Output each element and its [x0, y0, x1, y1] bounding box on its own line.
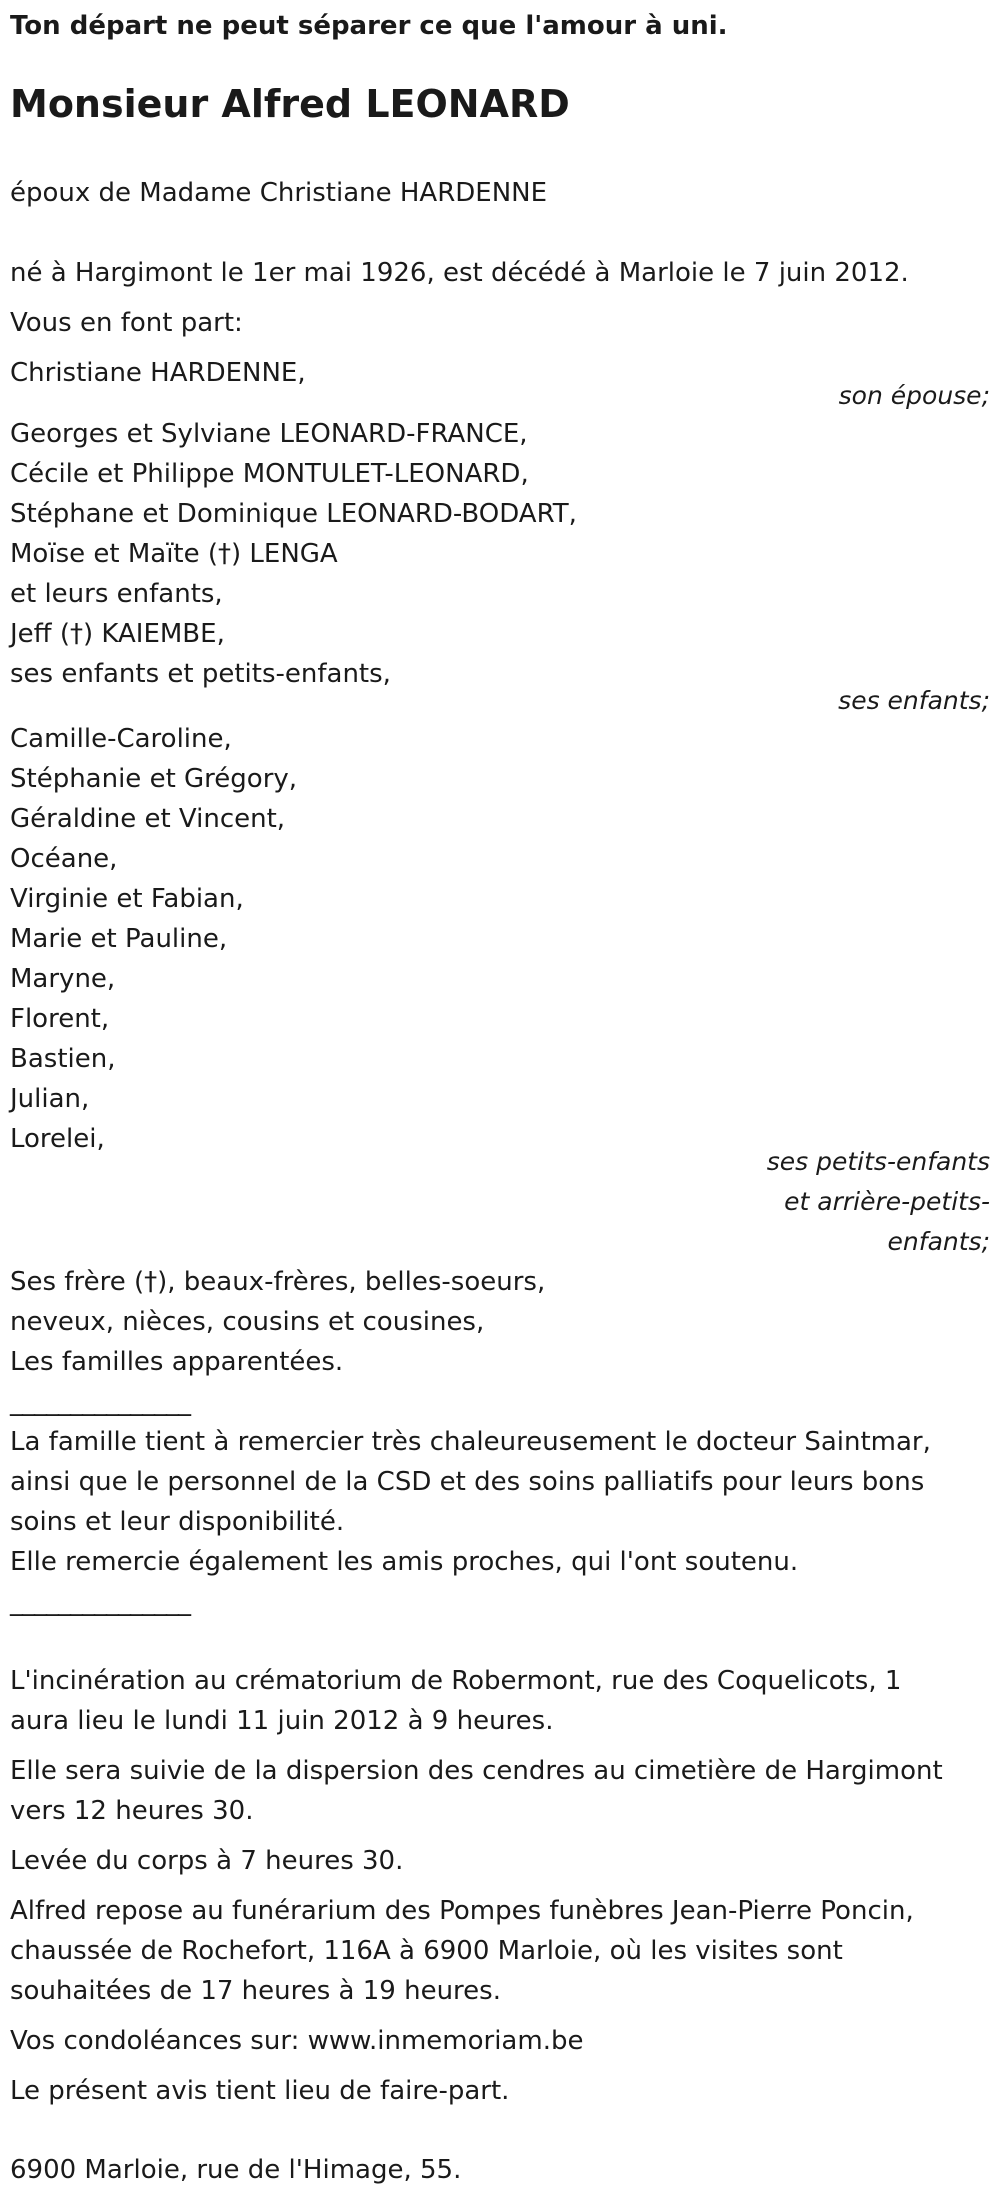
- list-item: et leurs enfants,: [10, 579, 223, 609]
- levee-line: Levée du corps à 7 heures 30.: [10, 1846, 404, 1876]
- list-item: Julian,: [10, 1084, 90, 1114]
- thanks-line: soins et leur disponibilité.: [10, 1507, 345, 1537]
- grandchildren-role-3: enfants;: [887, 1227, 990, 1256]
- list-item: Ses frère (†), beaux-frères, belles-soeurs,: [10, 1267, 546, 1297]
- incineration-paragraph: [10, 1661, 901, 1741]
- list-item: Stéphane et Dominique LEONARD-BODART,: [10, 499, 577, 529]
- list-item: Georges et Sylviane LEONARD-FRANCE,: [10, 419, 528, 449]
- motto: Ton départ ne peut séparer ce que l'amour à uni.: [10, 11, 728, 41]
- announce-line: Vous en font part:: [10, 308, 243, 338]
- children-role: ses enfants;: [838, 686, 990, 715]
- separator: _______________: [10, 1387, 190, 1417]
- deceased-name: Monsieur Alfred LEONARD: [10, 82, 570, 126]
- spouse-role: son épouse;: [838, 381, 990, 410]
- separator: _______________: [10, 1587, 190, 1617]
- spouse-name: Christiane HARDENNE,: [10, 358, 306, 388]
- list-item: Bastien,: [10, 1044, 116, 1074]
- family-list: [10, 1262, 545, 1382]
- birth-death-line: né à Hargimont le 1er mai 1926, est décédé à Marloie le 7 juin 2012.: [10, 258, 909, 288]
- list-item: Stéphanie et Grégory,: [10, 764, 298, 794]
- list-item: Maryne,: [10, 964, 116, 994]
- dispersion-line: Elle sera suivie de la dispersion des cendres au cimetière de Hargimont: [10, 1756, 943, 1786]
- grandchildren-role-1: ses petits-enfants: [766, 1147, 990, 1176]
- list-item: Florent,: [10, 1004, 110, 1034]
- list-item: Océane,: [10, 844, 118, 874]
- spouse-line: époux de Madame Christiane HARDENNE: [10, 178, 548, 208]
- incineration-line: aura lieu le lundi 11 juin 2012 à 9 heures.: [10, 1706, 554, 1736]
- list-item: Camille-Caroline,: [10, 724, 232, 754]
- incineration-line: L'incinération au crématorium de Robermont, rue des Coquelicots, 1: [10, 1666, 902, 1696]
- list-item: Moïse et Maïte (†) LENGA: [10, 539, 338, 569]
- list-item: Virginie et Fabian,: [10, 884, 244, 914]
- list-item: Les familles apparentées.: [10, 1347, 344, 1377]
- funerarium-paragraph: [10, 1891, 914, 2011]
- funerarium-line: souhaitées de 17 heures à 19 heures.: [10, 1976, 501, 2006]
- list-item: Cécile et Philippe MONTULET-LEONARD,: [10, 459, 529, 489]
- thanks-line: Elle remercie également les amis proches, qui l'ont soutenu.: [10, 1547, 799, 1577]
- funerarium-line: chaussée de Rochefort, 116A à 6900 Marloie, où les visites sont: [10, 1936, 843, 1966]
- dispersion-line: vers 12 heures 30.: [10, 1796, 254, 1826]
- list-item: Lorelei,: [10, 1124, 105, 1154]
- list-item: Jeff (†) KAIEMBE,: [10, 619, 225, 649]
- list-item: Marie et Pauline,: [10, 924, 228, 954]
- children-list: [10, 414, 577, 694]
- funerarium-line: Alfred repose au funérarium des Pompes funèbres Jean-Pierre Poncin,: [10, 1896, 914, 1926]
- dispersion-paragraph: [10, 1751, 943, 1831]
- thanks-paragraph: [10, 1422, 931, 1582]
- address-line: 6900 Marloie, rue de l'Himage, 55.: [10, 2155, 462, 2185]
- list-item: neveux, nièces, cousins et cousines,: [10, 1307, 485, 1337]
- condoleances-line: Vos condoléances sur: www.inmemoriam.be: [10, 2026, 584, 2056]
- grandchildren-role-2: et arrière-petits-: [784, 1187, 990, 1216]
- thanks-line: La famille tient à remercier très chaleureusement le docteur Saintmar,: [10, 1427, 931, 1457]
- list-item: ses enfants et petits-enfants,: [10, 659, 391, 689]
- faire-part-line: Le présent avis tient lieu de faire-part.: [10, 2076, 510, 2106]
- grandchildren-list: [10, 719, 297, 1159]
- list-item: Géraldine et Vincent,: [10, 804, 286, 834]
- thanks-line: ainsi que le personnel de la CSD et des soins palliatifs pour leurs bons: [10, 1467, 925, 1497]
